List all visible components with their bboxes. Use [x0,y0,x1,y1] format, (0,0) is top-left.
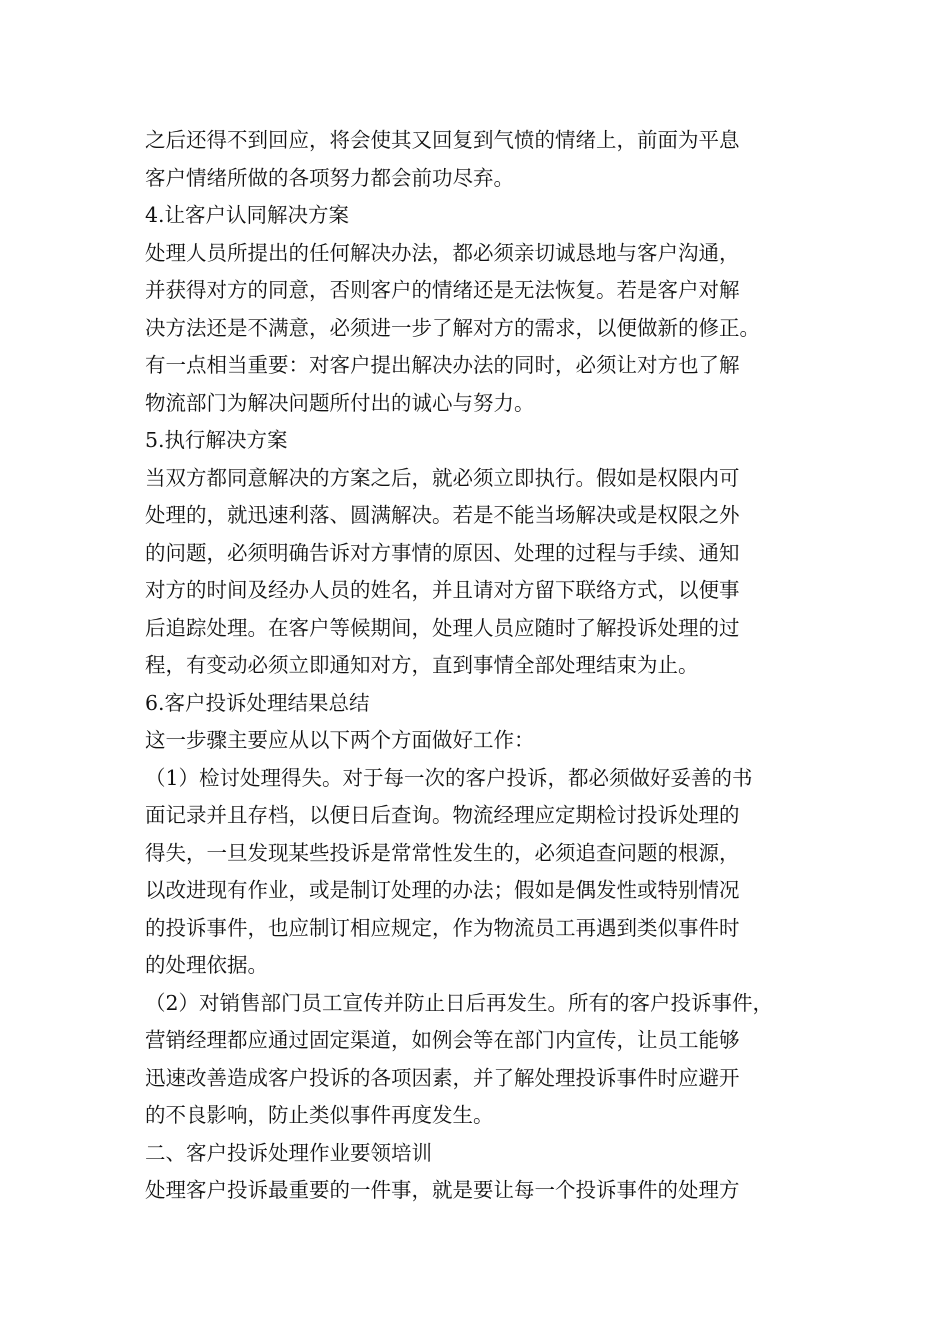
text-line: 营销经理都应通过固定渠道，如例会等在部门内宣传，让员工能够 [145,1028,740,1052]
text-line: 对方的时间及经办人员的姓名，并且请对方留下联络方式，以便事 [145,578,740,602]
section-heading: 5.执行解决方案 [145,428,288,452]
text-line: （2）对销售部门员工宣传并防止日后再发生。所有的客户投诉事件， [145,990,774,1015]
section-heading: 6.客户投诉处理结果总结 [145,690,370,715]
section-heading: 4.让客户认同解决方案 [145,203,350,227]
document-page [145,122,815,1210]
text-line: 的处理依据。 [145,953,268,977]
text-line: 的问题，必须明确告诉对方事情的原因、处理的过程与手续、通知 [145,540,740,565]
text-line: 客户情绪所做的各项努力都会前功尽弃。 [145,165,514,190]
text-line: 当双方都同意解决的方案之后，就必须立即执行。假如是权限内可 [145,465,740,490]
text-line: 有一点相当重要：对客户提出解决办法的同时，必须让对方也了解 [145,353,740,377]
text-line: 的投诉事件，也应制订相应规定，作为物流员工再遇到类似事件时 [145,915,740,940]
text-line: 得失，一旦发现某些投诉是常常性发生的，必须追查问题的根源， [145,840,740,865]
text-line: 面记录并且存档，以便日后查询。物流经理应定期检讨投诉处理的 [145,803,740,827]
text-line: 物流部门为解决问题所付出的诚心与努力。 [145,390,535,415]
text-line: 以改进现有作业，或是制订处理的办法；假如是偶发性或特别情况 [145,878,740,902]
text-line: 程，有变动必须立即通知对方，直到事情全部处理结束为止。 [145,653,699,677]
text-line: 决方法还是不满意，必须进一步了解对方的需求，以便做新的修正。 [145,315,760,340]
text-line: 处理人员所提出的任何解决办法，都必须亲切诚恳地与客户沟通， [145,240,740,265]
text-line: 的不良影响，防止类似事件再度发生。 [145,1103,494,1127]
text-line: 迅速改善造成客户投诉的各项因素，并了解处理投诉事件时应避开 [145,1065,740,1090]
section-heading: 二、客户投诉处理作业要领培训 [145,1140,432,1165]
text-line: 之后还得不到回应，将会使其又回复到气愤的情绪上，前面为平息 [145,128,740,152]
text-line: 处理的，就迅速利落、圆满解决。若是不能当场解决或是权限之外 [145,503,740,527]
text-line: 处理客户投诉最重要的一件事，就是要让每一个投诉事件的处理方 [145,1178,740,1202]
text-line: （1）检讨处理得失。对于每一次的客户投诉，都必须做好妥善的书 [145,765,753,790]
text-line: 并获得对方的同意，否则客户的情绪还是无法恢复。若是客户对解 [145,278,740,302]
text-line: 这一步骤主要应从以下两个方面做好工作： [145,728,535,752]
text-line: 后追踪处理。在客户等候期间，处理人员应随时了解投诉处理的过 [145,615,740,640]
